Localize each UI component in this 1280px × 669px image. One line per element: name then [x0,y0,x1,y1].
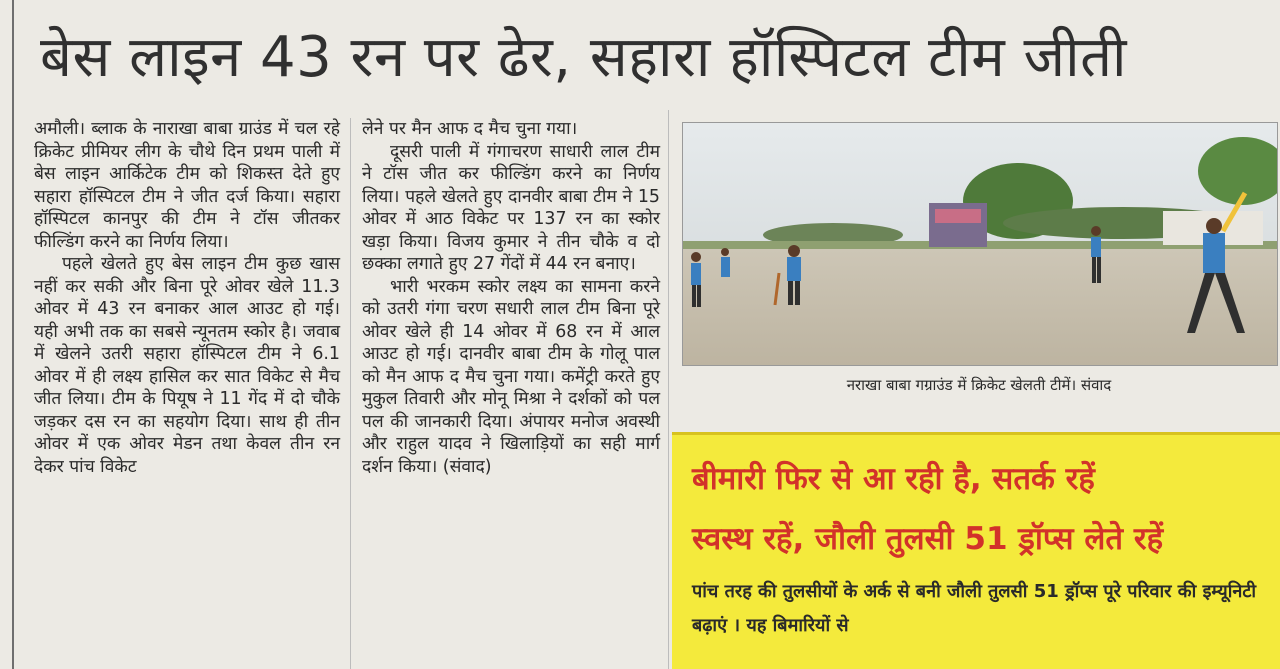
column-divider [668,110,669,669]
cricket-photo [682,122,1278,366]
ad-subheadline: स्वस्थ रहें, जौली तुलसी 51 ड्रॉप्स लेते रहें [692,521,1164,557]
article-headline: बेस लाइन 43 रन पर ढेर, सहारा हॉस्पिटल टीम जीती [40,25,1128,90]
article-paragraph: पहले खेलते हुए बेस लाइन टीम कुछ खास नहीं कर सकी और बिना पूरे ओवर खेले 11.3 ओवर में 43 रन बनाकर आल आउट हो गई। यही अभी तक का सबसे न्यूनतम स्कोर है। जवाब में खेलने उतरी सहारा हॉस्पिटल टीम ने 6.1 ओवर में ही लक्ष्य हासिल कर सात विकेट से मैच जीत लिया। टीम के पियूष ने 11 गेंद में दो चौके जड़कर दस रन का सहयोग दिया। साथ ही तीन ओवर में एक ओवर मेडन तथा केवल तीन रन देकर पांच विकेट [34,254,340,477]
article-paragraph: अमौली। ब्लाक के नाराखा बाबा ग्राउंड में चल रहे क्रिकेट प्रीमियर लीग के चौथे दिन प्रथम पाली में बेस लाइन आर्किटेक टीम को शिकस्त देते हुए सहारा हॉस्पिटल टीम ने जीत दर्ज किया। सहारा हॉस्पिटल कानपुर की टीम ने टॉस जीतकर फील्डिंग करने का निर्णय लिया। [34,119,340,252]
article-column-2 [362,118,660,478]
ad-headline: बीमारी फिर से आ रही है, सतर्क रहें [692,461,1095,497]
article-paragraph: लेने पर मैन आफ द मैच चुना गया। [362,119,578,139]
photo-caption: नराखा बाबा गग्राउंड में क्रिकेट खेलती टीमें। संवाद [846,376,1112,394]
article-paragraph: भारी भरकम स्कोर लक्ष्य का सामना करने को उतरी गंगा चरण सधारी लाल टीम बिना पूरे ओवर खेले ही 14 ओवर में 68 रन में आल आउट हो गई। दानवीर बाबा टीम के गोलू पाल को मैन आफ द मैच चुना गया। कमेंट्री करते हुए मुकुल तिवारी और मोनू मिश्रा ने दर्शकों को पल पल की जानकारी दिया। अंपायर मनोज अवस्थी और राहुल यादव ने खिलाड़ियों का सही मार्ग दर्शन किया। (संवाद) [362,276,660,477]
cricket-scene-image [683,123,1277,365]
column-divider [350,118,351,669]
ad-body-text: पांच तरह की तुलसीयों के अर्क से बनी जौली तुलसी 51 ड्रॉप्स पूरे परिवार की इम्यूनिटी बढ़ाएं । यह बिमारियों से [692,581,1257,636]
article-column-1 [34,118,340,478]
margin-rule [12,0,14,669]
article-paragraph: दूसरी पाली में गंगाचरण साधारी लाल टीम ने टॉस जीत कर फील्डिंग करने का निर्णय लिया। पहले खेलते हुए दानवीर बाबा टीम ने 15 ओवर में आठ विकेट पर 137 रन का स्कोर खड़ा किया। विजय कुमार ने तीन चौके व दो छक्का लगाते हुए 27 गेंदों में 44 रन बनाए। [362,141,660,274]
advertisement [672,432,1280,669]
